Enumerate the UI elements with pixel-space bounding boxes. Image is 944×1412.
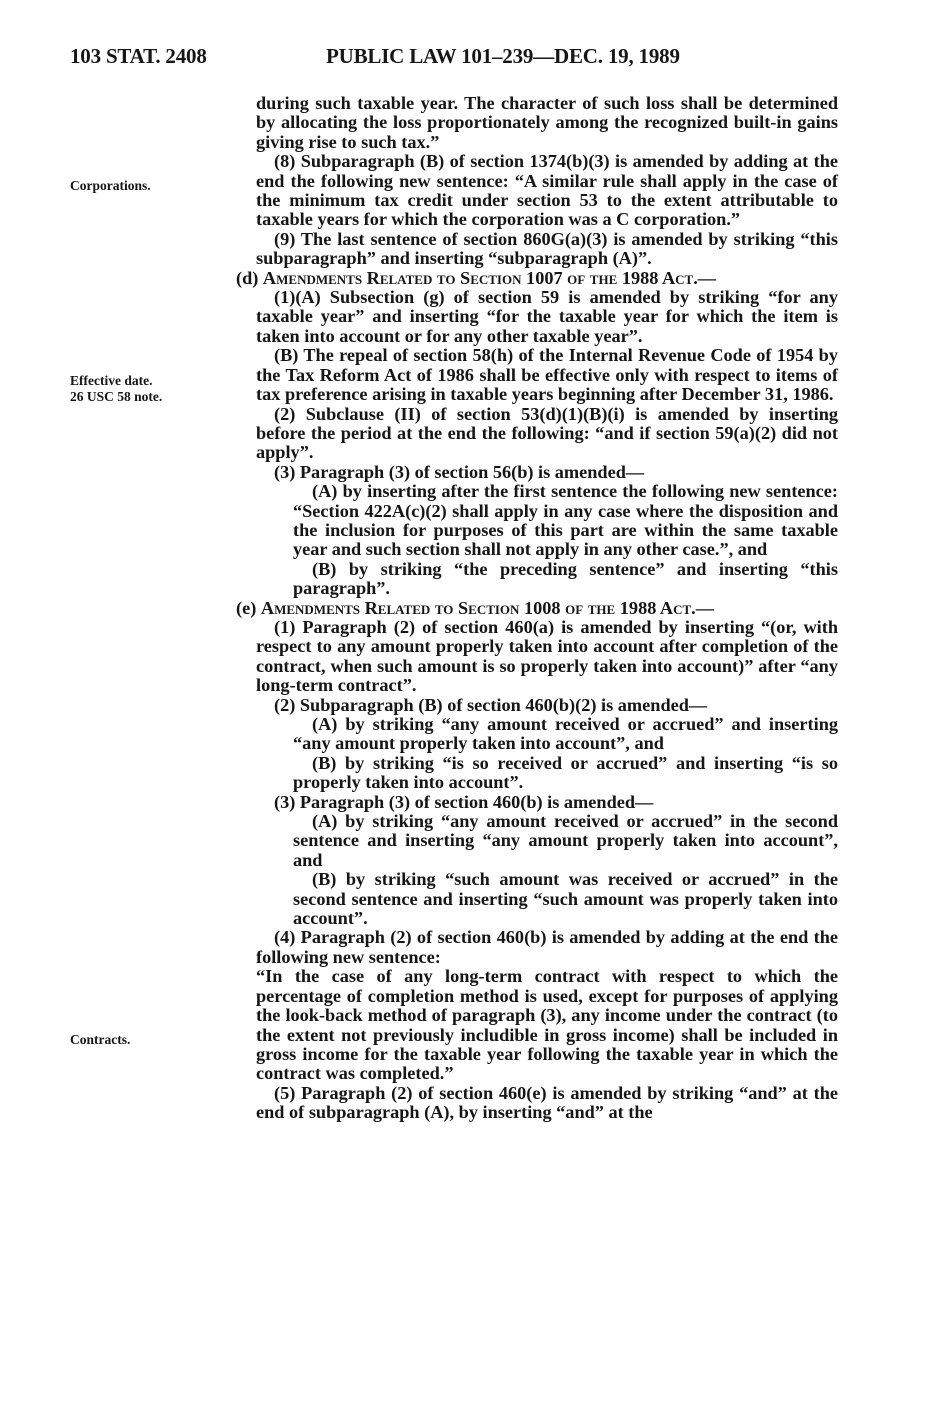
paragraph: (2) Subparagraph (B) of section 460(b)(2) is amended—: [274, 694, 708, 715]
paragraph: (4) Paragraph (2) of section 460(b) is amended by adding at the end the following new sentence:: [256, 927, 838, 967]
margin-note-usc: 26 USC 58 note.: [70, 389, 163, 404]
paragraph: (1)(A) Subsection (g) of section 59 is amended by striking “for any taxable year” and inserting “for the taxable year for which the item is taken into account or for any other taxable year”.: [256, 287, 838, 346]
document-body: [236, 93, 838, 1123]
paragraph: (A) by striking “any amount received or accrued” and inserting “any amount properly taken into account”, and: [293, 714, 838, 754]
paragraph: (2) Subclause (II) of section 53(d)(1)(B)(i) is amended by inserting before the period at the end the following: “and if section 59(a)(2) did not apply”.: [256, 403, 838, 463]
paragraph: (A) by striking “any amount received or accrued” in the second sentence and inserting “any amount properly taken into account”, and: [293, 811, 838, 870]
paragraph: (1) Paragraph (2) of section 460(a) is amended by inserting “(or, with respect to any amount properly taken into account after completion of the contract, when such amount is so properly taken into account)” after “any long-term contract”.: [256, 616, 838, 696]
subsection-title: Amendments Related to Section 1007 of the 1988 Act.—: [262, 267, 717, 288]
subsection-title: Amendments Related to Section 1008 of the 1988 Act.—: [260, 597, 715, 618]
page-header-title: PUBLIC LAW 101–239—DEC. 19, 1989: [326, 44, 680, 68]
paragraph: (8) Subparagraph (B) of section 1374(b)(3) is amended by adding at the end the following new sentence: “A similar rule shall apply in the case of the minimum tax credit under section 53 to the extent attributable to taxable years for which the corporation was a C corporation.”: [256, 151, 838, 230]
paragraph: (B) by striking “the preceding sentence” and inserting “this paragraph”.: [293, 558, 838, 599]
subsection-heading-e: [236, 599, 838, 618]
paragraph: (9) The last sentence of section 860G(a)(3) is amended by striking “this subparagraph” and inserting “subparagraph (A)”.: [256, 228, 838, 269]
paragraph: (3) Paragraph (3) of section 56(b) is amended—: [274, 461, 645, 482]
paragraph: (5) Paragraph (2) of section 460(e) is amended by striking “and” at the end of subparagraph (A), by inserting “and” at the: [256, 1082, 838, 1123]
subsection-label: (d): [236, 267, 259, 288]
paragraph: (B) by striking “such amount was received or accrued” in the second sentence and inserting “such amount was properly taken into account”.: [293, 869, 838, 929]
paragraph: (B) by striking “is so received or accrued” and inserting “is so properly taken into account”.: [293, 752, 838, 793]
paragraph: (B) The repeal of section 58(h) of the Internal Revenue Code of 1954 by the Tax Reform Act of 1986 shall be effective only with respect to items of tax preference arising in taxable years beginning after December 31, 1986.: [256, 345, 838, 405]
margin-note-effective-date: Effective date.: [70, 373, 153, 388]
paragraph: (A) by inserting after the first sentence the following new sentence: “Section 422A(c)(2) shall apply in any case where the disposition and the inclusion for purposes of this part are within the same taxable year and such section shall not apply in any other case.”, and: [293, 481, 838, 560]
paragraph: (3) Paragraph (3) of section 460(b) is amended—: [274, 791, 654, 812]
paragraph: during such taxable year. The character of such loss shall be determined by allocating the loss proportionately among the recognized built-in gains giving rise to such tax.”: [256, 93, 838, 152]
quoted-sentence: “In the case of any long-term contract with respect to which the percentage of completion method is used, except for purposes of applying the look-back method of paragraph (3), any income under the contract (to the extent not previously includible in gross income) shall be included in gross income for the taxable year following the taxable year in which the contract was completed.”: [256, 966, 838, 1084]
subsection-label: (e): [236, 597, 257, 618]
subsection-heading-d: [236, 269, 838, 288]
page-stat-number: 103 STAT. 2408: [70, 44, 207, 68]
margin-note-contracts: Contracts.: [70, 1032, 131, 1047]
margin-note-corporations: Corporations.: [70, 178, 151, 193]
